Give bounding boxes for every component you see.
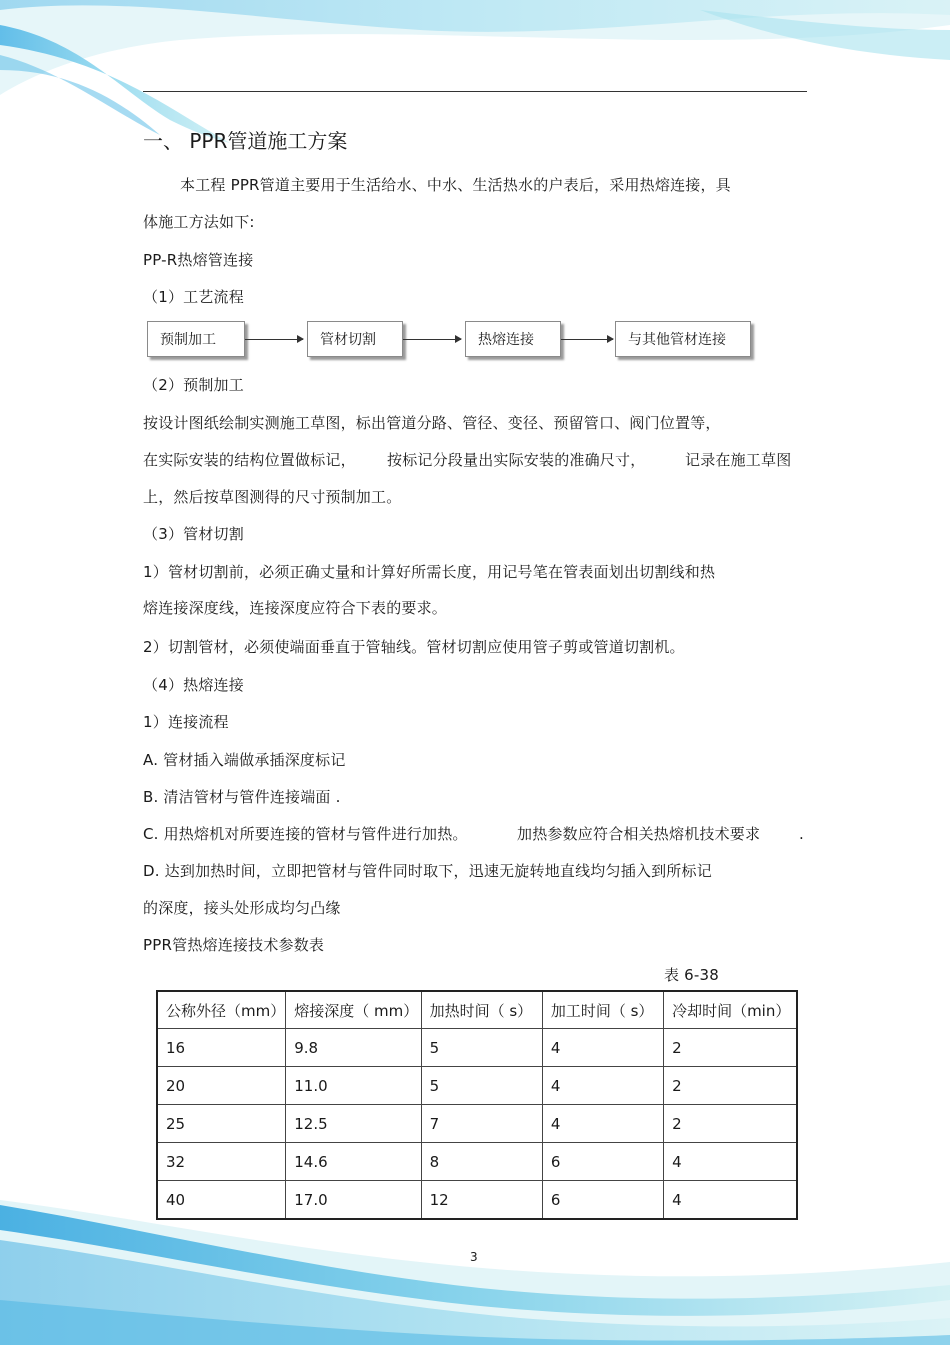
step2-line-2c: 记录在施工草图 bbox=[685, 451, 792, 469]
flow-arrow-icon bbox=[403, 339, 461, 340]
table-cell: 6 bbox=[542, 1181, 663, 1220]
parameters-table bbox=[156, 990, 798, 1220]
table-cell: 25 bbox=[157, 1105, 286, 1143]
table-cell: 16 bbox=[157, 1029, 286, 1067]
table-cell: 9.8 bbox=[286, 1029, 421, 1067]
table-cell: 5 bbox=[421, 1067, 542, 1105]
table-cell: 32 bbox=[157, 1143, 286, 1181]
table-cell: 17.0 bbox=[286, 1181, 421, 1220]
table-cell: 11.0 bbox=[286, 1067, 421, 1105]
table-cell: 2 bbox=[664, 1067, 797, 1105]
subheading-ppr: PP-R热熔管连接 bbox=[143, 251, 254, 269]
table-cell: 4 bbox=[542, 1105, 663, 1143]
table-cell: 5 bbox=[421, 1029, 542, 1067]
step-c-part-3: . bbox=[799, 825, 804, 843]
table-row bbox=[157, 1105, 797, 1143]
section-title: 一、 PPR管道施工方案 bbox=[143, 129, 348, 153]
step4-item1: 1）连接流程 bbox=[143, 713, 229, 731]
table-row bbox=[157, 1029, 797, 1067]
table-header-row bbox=[157, 991, 797, 1029]
table-number: 表 6-38 bbox=[664, 966, 720, 984]
step2-line-2a: 在实际安装的结构位置做标记， bbox=[143, 451, 356, 469]
table-cell: 2 bbox=[664, 1029, 797, 1067]
header-heating-time: 加热时间（ s） bbox=[421, 991, 542, 1029]
table-cell: 4 bbox=[664, 1181, 797, 1220]
table-title: PPR管热熔连接技术参数表 bbox=[143, 936, 325, 954]
table-cell: 12.5 bbox=[286, 1105, 421, 1143]
table-cell: 4 bbox=[542, 1029, 663, 1067]
table-cell: 4 bbox=[542, 1067, 663, 1105]
table-row bbox=[157, 1067, 797, 1105]
table-cell: 6 bbox=[542, 1143, 663, 1181]
flow-step-cutting: 管材切割 bbox=[307, 321, 403, 357]
process-flow-diagram bbox=[147, 321, 757, 361]
intro-line-1: 本工程 PPR管道主要用于生活给水、中水、生活热水的户表后，采用热熔连接，具 bbox=[180, 176, 731, 194]
step3-item1-line-2: 熔连接深度线，连接深度应符合下表的要求。 bbox=[143, 599, 448, 617]
header-fusion-depth: 熔接深度（ mm） bbox=[286, 991, 421, 1029]
header-rule bbox=[143, 91, 807, 92]
step-d-line-1: D. 达到加热时间，立即把管材与管件同时取下，迅速无旋转地直线均匀插入到所标记 bbox=[143, 862, 712, 880]
step1-heading: （1）工艺流程 bbox=[143, 288, 244, 306]
header-nominal-diameter: 公称外径（mm） bbox=[157, 991, 286, 1029]
table-cell: 2 bbox=[664, 1105, 797, 1143]
intro-line-2: 体施工方法如下: bbox=[143, 213, 255, 231]
flow-step-prefab: 预制加工 bbox=[147, 321, 245, 357]
header-cooling-time: 冷却时间（min） bbox=[664, 991, 797, 1029]
step2-line-1: 按设计图纸绘制实测施工草图，标出管道分路、管径、变径、预留管口、阀门位置等， bbox=[143, 414, 721, 432]
table-cell: 20 bbox=[157, 1067, 286, 1105]
step3-item1-line-1: 1）管材切割前，必须正确丈量和计算好所需长度，用记号笔在管表面划出切割线和热 bbox=[143, 563, 716, 581]
table-cell: 8 bbox=[421, 1143, 542, 1181]
step2-line-3: 上，然后按草图测得的尺寸预制加工。 bbox=[143, 488, 402, 506]
step2-heading: （2）预制加工 bbox=[143, 376, 244, 394]
table-cell: 40 bbox=[157, 1181, 286, 1220]
page-number: 3 bbox=[470, 1250, 478, 1264]
header-processing-time: 加工时间（ s） bbox=[542, 991, 663, 1029]
table-cell: 14.6 bbox=[286, 1143, 421, 1181]
step-c-part-2: 加热参数应符合相关热熔机技术要求 bbox=[517, 825, 761, 843]
step-d-line-2: 的深度，接头处形成均匀凸缘 bbox=[143, 899, 341, 917]
flow-arrow-icon bbox=[561, 339, 613, 340]
table-cell: 7 bbox=[421, 1105, 542, 1143]
step3-heading: （3）管材切割 bbox=[143, 525, 244, 543]
flow-step-fusion: 热熔连接 bbox=[465, 321, 561, 357]
table-cell: 12 bbox=[421, 1181, 542, 1220]
table-row bbox=[157, 1181, 797, 1220]
step4-heading: （4）热熔连接 bbox=[143, 676, 244, 694]
table-row bbox=[157, 1143, 797, 1181]
step-b: B. 清洁管材与管件连接端面 . bbox=[143, 788, 341, 806]
step-c-part-1: C. 用热熔机对所要连接的管材与管件进行加热。 bbox=[143, 825, 468, 843]
step-a: A. 管材插入端做承插深度标记 bbox=[143, 751, 346, 769]
flow-step-other-pipe: 与其他管材连接 bbox=[615, 321, 751, 357]
flow-arrow-icon bbox=[245, 339, 303, 340]
table-cell: 4 bbox=[664, 1143, 797, 1181]
step2-line-2b: 按标记分段量出实际安装的准确尺寸， bbox=[387, 451, 646, 469]
step3-item2: 2）切割管材，必须使端面垂直于管轴线。管材切割应使用管子剪或管道切割机。 bbox=[143, 638, 685, 656]
